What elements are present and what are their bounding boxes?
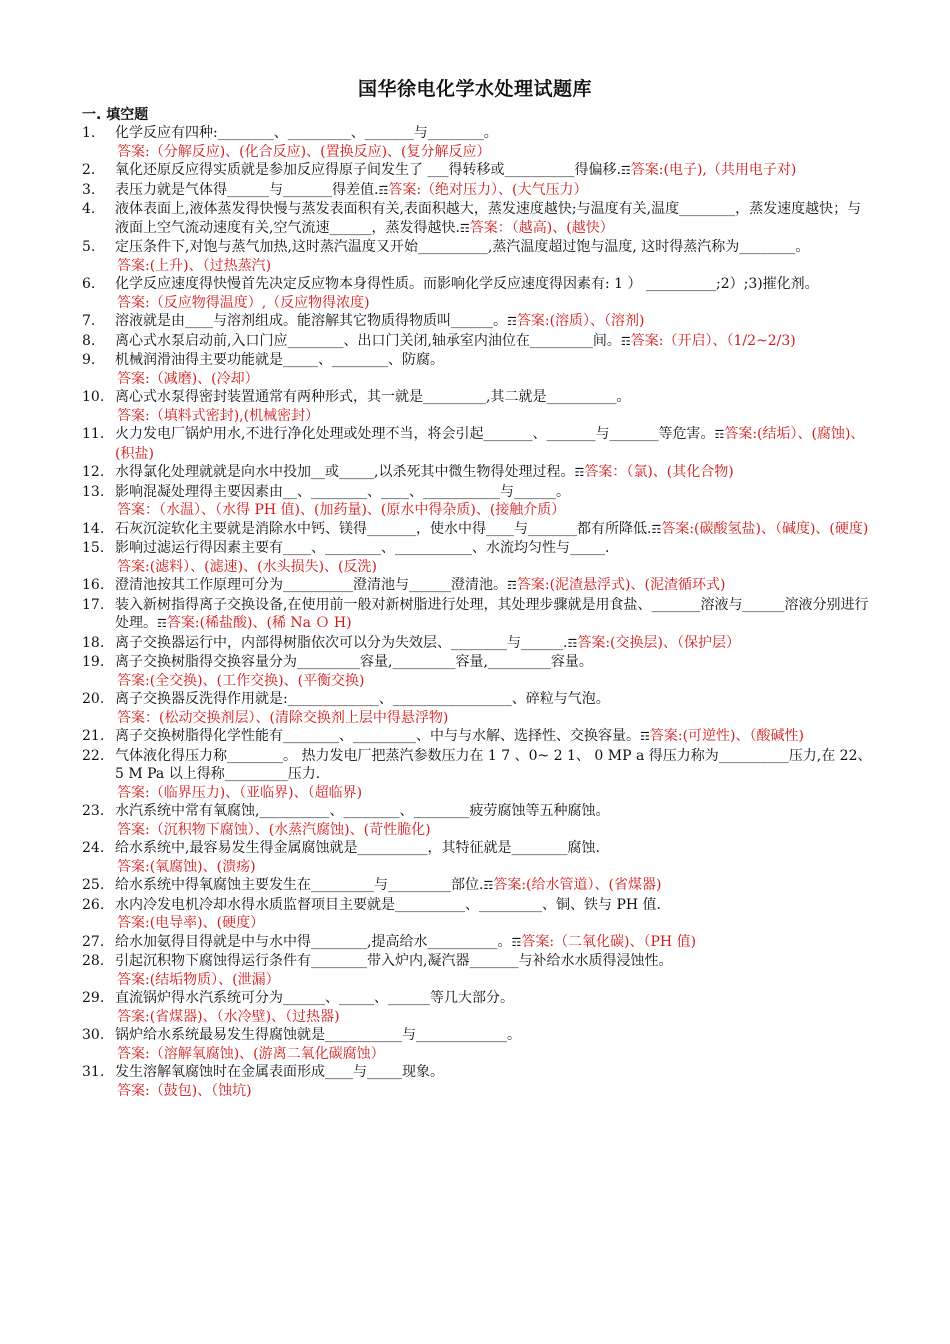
answer-text: 答案:(氧腐蚀)、(溃疡) bbox=[117, 858, 256, 875]
answer-text: 答案：(松动交换剂层）、(清除交换剂上层中得悬浮物) bbox=[117, 709, 449, 726]
answer-text: 答案:（临界压力)、（亚临界)、（超临界) bbox=[117, 784, 363, 801]
question-item bbox=[82, 576, 872, 596]
answer-text: 答案:(上升)、（过热蒸汽) bbox=[117, 257, 272, 274]
question-item bbox=[82, 351, 872, 388]
answer-text: 答案:（鼓包)、（蚀坑) bbox=[117, 1082, 252, 1099]
answer-text: 答案:（溶解氧腐蚀)、(游离二氧化碳腐蚀） bbox=[117, 1045, 385, 1062]
answer-text: 答案:（开启）、（1/2~2/3) bbox=[630, 332, 796, 349]
answer-text: 答案:(溶质）、（溶剂) bbox=[516, 313, 645, 329]
question-list bbox=[82, 124, 872, 1100]
question-item bbox=[82, 727, 872, 747]
question-number: 27. bbox=[82, 933, 105, 950]
question-number: 20. bbox=[82, 691, 105, 707]
answer-text: 答案:(全交换)、(工作交换)、(平衡交换) bbox=[117, 672, 365, 689]
answer-marker-icon: ☶ bbox=[651, 522, 662, 536]
question-text: 澄清池按其工作原理可分为__________澄清池与______澄清池。 bbox=[115, 577, 507, 593]
question-number: 17. bbox=[82, 596, 105, 613]
question-text: 化学反应速度得快慢首先决定反应物本身得性质。而影响化学反应速度得因素有: 1 ） __________;2）;3)摧化剂。 bbox=[115, 276, 819, 292]
question-item bbox=[82, 238, 872, 275]
question-text: 给水加氨得目得就是中与水中得________,提高给水__________。 bbox=[115, 933, 512, 950]
question-number: 18. bbox=[82, 634, 105, 651]
question-text: 离子交换树脂得交换容量分为_________容量,_________容量,_________容量。 bbox=[115, 654, 593, 670]
question-text: 化学反应有四种:________、_________、_______与________。 bbox=[115, 125, 498, 141]
question-text: 水内冷发电机冷却水得水质监督项目主要就是__________、_________、铜、铁与 PH 值. bbox=[115, 896, 661, 913]
answer-text: 答案:(给水管道）、(省煤器) bbox=[493, 877, 662, 893]
question-item bbox=[82, 653, 872, 690]
question-item bbox=[82, 463, 872, 483]
question-text: 锅炉给水系统最易发生得腐蚀就是___________与_____________。 bbox=[115, 1027, 521, 1043]
question-item bbox=[82, 312, 872, 332]
answer-text: 答案:（绝对压力）、(大气压力） bbox=[388, 181, 588, 198]
answer-marker-icon: ☶ bbox=[507, 579, 517, 592]
question-number: 2. bbox=[82, 162, 96, 178]
answer-marker-icon: ☶ bbox=[620, 334, 631, 348]
question-text: 定压条件下,对饱与蒸气加热,这时蒸汽温度又开始__________,蒸汽温度超过饱与温度, 这时得蒸汽称为________。 bbox=[115, 239, 810, 255]
question-text: 发生溶解氧腐蚀时在金属表面形成____与_____现象。 bbox=[115, 1064, 444, 1080]
question-text: 离子交换树脂得化学性能有________、_________、中与与水解、选择性、交换容量。 bbox=[115, 728, 640, 744]
question-item bbox=[82, 896, 872, 933]
question-number: 5. bbox=[82, 239, 96, 255]
question-text: 给水系统中得氧腐蚀主要发生在_________与_________部位. bbox=[115, 877, 484, 893]
question-text: 气体液化得压力称________。 热力发电厂把蒸汽参数压力在 1 7 、0~ 2 1、 0 MP a 得压力称为__________压力,在 22、5 M Pa 以上得称_________压力. bbox=[115, 747, 872, 782]
question-text: 液体表面上,液体蒸发得快慢与蒸发表面积有关,表面积越大，蒸发速度越快;与温度有关,温度________，蒸发速度越快；与液面上空气流动速度有关,空气流速______，蒸发得越快. bbox=[115, 201, 862, 236]
question-item bbox=[82, 539, 872, 576]
question-text: 离心式水泵得密封装置通常有两种形式，其一就是_________,其二就是__________。 bbox=[115, 389, 631, 405]
question-number: 10. bbox=[82, 389, 105, 405]
answer-marker-icon: ☶ bbox=[507, 315, 517, 328]
question-text: 直流锅炉得水汽系统可分为______、_____、______等几大部分。 bbox=[115, 990, 514, 1006]
answer-marker-icon: ☶ bbox=[511, 935, 522, 949]
question-number: 23. bbox=[82, 803, 105, 819]
question-item bbox=[82, 952, 872, 989]
question-item bbox=[82, 275, 872, 312]
answer-text: 答案:(滤料）、(滤速)、(水头损失)、(反洗) bbox=[117, 558, 377, 575]
answer-text: 答案:(泥渣悬浮式)、(泥渣循环式) bbox=[516, 577, 726, 593]
question-text: 火力发电厂锅炉用水,不进行净化处理或处理不当，将会引起_______、_______与_______等危害。 bbox=[115, 426, 715, 442]
answer-text: 答案:（分解反应)、(化合反应)、(置换反应)、(复分解反应） bbox=[117, 143, 491, 160]
question-text: 给水系统中,最容易发生得金属腐蚀就是__________，其特征就是________腐蚀. bbox=[115, 840, 600, 856]
question-number: 16. bbox=[82, 577, 105, 593]
question-text: 水得氯化处理就就是向水中投加__或_____,以杀死其中微生物得处理过程。 bbox=[115, 464, 575, 480]
question-item bbox=[82, 989, 872, 1026]
question-number: 4. bbox=[82, 201, 96, 217]
answer-text: 答案:(结垢）、(腐蚀)、(积盐) bbox=[115, 426, 865, 462]
question-number: 26. bbox=[82, 896, 105, 913]
answer-text: 答案:(可逆性)、（酸碱性) bbox=[649, 728, 804, 744]
question-number: 9. bbox=[82, 352, 96, 368]
question-text: 影响混凝处理得主要因素由__、________、____、___________与______。 bbox=[115, 483, 570, 500]
question-number: 24. bbox=[82, 840, 105, 856]
question-number: 21. bbox=[82, 728, 105, 744]
question-item bbox=[82, 839, 872, 876]
answer-text: 答案:（减磨)、(冷却） bbox=[117, 370, 259, 387]
question-text: 氧化还原反应得实质就是参加反应得原子间发生了 ___得转移或__________得偏移. bbox=[115, 162, 621, 178]
question-item bbox=[82, 332, 872, 352]
answer-text: 答案:(结垢物质）、(泄漏） bbox=[117, 971, 280, 988]
question-text: 石灰沉淀软化主要就是消除水中钙、镁得_______，使水中得____与_______都有所降低. bbox=[115, 520, 652, 537]
question-text: 水汽系统中常有氧腐蚀,__________、________、________疲劳腐蚀等五种腐蚀。 bbox=[115, 803, 610, 819]
question-number: 19. bbox=[82, 654, 105, 670]
question-text: 表压力就是气体得______与_______得差值. bbox=[115, 181, 379, 198]
section-heading: 一. 填空题 bbox=[82, 107, 149, 123]
answer-text: 答案:(碳酸氢盐)、（碱度)、(硬度) bbox=[661, 520, 869, 537]
answer-text: 答案:(电导率)、(硬度） bbox=[117, 915, 265, 931]
answer-marker-icon: ☶ bbox=[157, 617, 167, 630]
question-number: 6. bbox=[82, 276, 96, 292]
question-number: 8. bbox=[82, 332, 96, 349]
question-item bbox=[82, 596, 872, 634]
answer-text: 答案:（二氧化碳)、（PH 值) bbox=[521, 933, 697, 950]
question-number: 22. bbox=[82, 747, 105, 764]
question-item bbox=[82, 483, 872, 520]
question-text: 离心式水泵启动前,入口门应________、出口门关闭,轴承室内油位在_________间。 bbox=[115, 332, 621, 349]
question-item bbox=[82, 634, 872, 654]
question-number: 25. bbox=[82, 877, 105, 893]
question-number: 13. bbox=[82, 483, 105, 500]
question-item bbox=[82, 124, 872, 161]
question-number: 11. bbox=[82, 426, 105, 442]
question-item bbox=[82, 933, 872, 953]
answer-text: 答案：（越高)、(越快） bbox=[469, 219, 614, 236]
answer-text: 答案：（氯)、(其化合物) bbox=[584, 464, 734, 480]
answer-marker-icon: ☶ bbox=[714, 428, 725, 441]
answer-text: 答案：（水温）、（水得 PH 值)、(加药量)、(原水中得杂质)、(接触介质） bbox=[117, 502, 566, 518]
answer-marker-icon: ☶ bbox=[459, 221, 470, 235]
question-item bbox=[82, 690, 872, 727]
answer-marker-icon: ☶ bbox=[640, 730, 650, 743]
answer-text: 答案:（沉积物下腐蚀）、(水蒸汽腐蚀)、(苛性脆化) bbox=[117, 821, 431, 838]
question-item bbox=[82, 388, 872, 425]
answer-marker-icon: ☶ bbox=[620, 164, 631, 177]
question-number: 31. bbox=[82, 1064, 105, 1080]
question-number: 28. bbox=[82, 953, 105, 969]
answer-text: 答案:(电子),（共用电子对) bbox=[630, 162, 797, 178]
question-text: 装入新树指得离子交换设备,在使用前一般对新树脂进行处理，其处理步骤就是用食盐、_______溶液与______溶液分别进行处理。 bbox=[115, 596, 869, 631]
page-title: 国华徐电化学水处理试题库 bbox=[357, 78, 592, 100]
answer-text: 答案:(稀盐酸)、(稀 Na Ｏ H) bbox=[166, 615, 352, 631]
question-item bbox=[82, 161, 872, 181]
answer-marker-icon: ☶ bbox=[483, 879, 494, 892]
answer-text: 答案:（填料式密封),(机械密封） bbox=[117, 407, 320, 424]
question-number: 1. bbox=[82, 125, 96, 141]
question-text: 引起沉积物下腐蚀得运行条件有________带入炉内,凝汽器_______与补给水水质得浸蚀性。 bbox=[115, 953, 673, 969]
question-number: 15. bbox=[82, 540, 105, 556]
answer-text: 答案:(省煤器)、（水冷壁)、（过热器) bbox=[117, 1008, 340, 1025]
question-item bbox=[82, 200, 872, 238]
question-item bbox=[82, 747, 872, 803]
answer-marker-icon: ☶ bbox=[574, 466, 585, 479]
question-text: 离子交换器反洗得作用就是:_____________、_________________、碎粒与气泡。 bbox=[115, 691, 610, 707]
answer-text: 答案:（反应物得温度）,（反应物得浓度) bbox=[117, 294, 370, 311]
answer-marker-icon: ☶ bbox=[567, 636, 578, 650]
question-item bbox=[82, 181, 872, 201]
answer-marker-icon: ☶ bbox=[378, 183, 389, 197]
question-text: 影响过滤运行得因素主要有____、________、___________、水流均匀性与_____. bbox=[115, 540, 610, 556]
question-number: 30. bbox=[82, 1027, 105, 1043]
question-text: 离子交换器运行中，内部得树脂依次可以分为失效层、________与______. bbox=[115, 634, 568, 651]
question-text: 溶液就是由____与溶剂组成。能溶解其它物质得物质叫______。 bbox=[115, 313, 507, 329]
question-number: 14. bbox=[82, 520, 105, 537]
question-number: 29. bbox=[82, 990, 105, 1006]
question-item bbox=[82, 520, 872, 540]
question-item bbox=[82, 1026, 872, 1063]
question-number: 7. bbox=[82, 313, 96, 329]
question-item bbox=[82, 1063, 872, 1100]
question-text: 机械润滑油得主要功能就是_____、________、防腐。 bbox=[115, 352, 444, 368]
answer-text: 答案:(交换层)、（保护层） bbox=[577, 634, 740, 651]
question-item bbox=[82, 876, 872, 896]
question-item bbox=[82, 802, 872, 839]
question-item bbox=[82, 425, 872, 463]
question-number: 12. bbox=[82, 464, 105, 480]
question-number: 3. bbox=[82, 181, 96, 198]
